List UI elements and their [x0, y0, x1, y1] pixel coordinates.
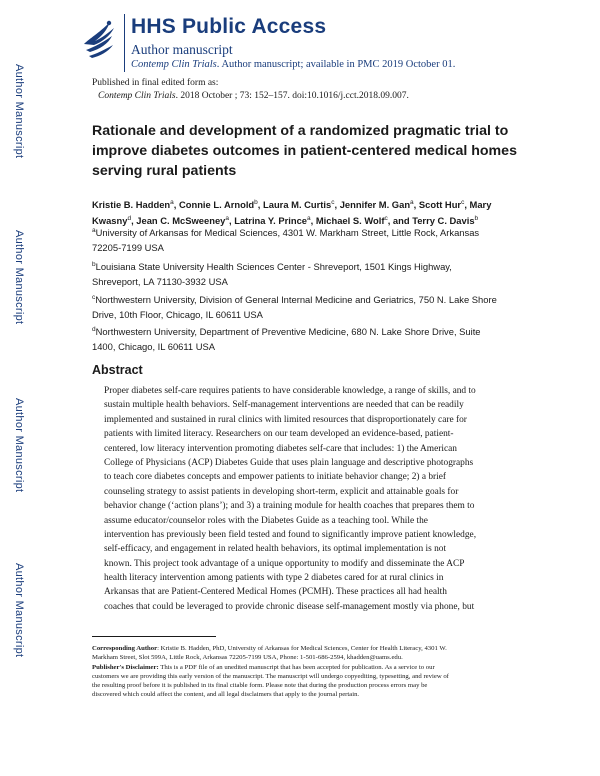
footnote-line: customers we are providing this early version of the manuscript. The manuscript will undergo copyediting, typesetting, and review of [92, 672, 449, 680]
author-separator: , [173, 199, 179, 211]
author-affiliation-mark: b [474, 215, 479, 223]
publication-line: Published in final edited form as: [92, 78, 219, 88]
publication-info [92, 77, 409, 103]
author-affiliation-mark: a [307, 215, 311, 223]
publication-citation-text: . 2018 October ; 73: 152–157. doi:10.1016/j.cct.2018.09.007. [175, 91, 409, 101]
hhs-eagle-logo [80, 14, 120, 64]
affiliation-mark: c [92, 294, 96, 301]
author-line [92, 196, 532, 212]
author-affiliation-mark: c [331, 199, 335, 206]
footnote-line: the resulting proof before it is published in its final citable form. Please note that during the production process errors may be [92, 682, 428, 690]
footnote-text: This is a PDF file of an unedited manuscript that has been accepted for publication. As a service to our [158, 663, 435, 671]
author-affiliation-mark: d [127, 215, 132, 223]
footnotes [92, 644, 528, 700]
author-name: Michael S. Wolf [315, 215, 385, 227]
footnote-line [92, 644, 528, 653]
author-name: Kwasny [92, 215, 128, 227]
affiliation-line: 1400, Chicago, IL 60611 USA [92, 340, 215, 352]
affiliation [92, 323, 532, 354]
footnote-line [92, 663, 528, 672]
abstract-line: College of Physicians (ACP) Diabetes Guide that uses plain language and descriptive photographs [104, 457, 474, 468]
author-name: Scott Hur [418, 199, 462, 211]
footnote-divider [92, 636, 216, 637]
author-separator: , [413, 199, 419, 211]
author-name: Connie L. Arnold [178, 199, 255, 211]
author-affiliation-mark: a [410, 199, 414, 206]
article-title: Rationale and development of a randomized pragmatic trial to improve diabetes outcomes in patient-centered medical homes serving rural patients [92, 123, 517, 179]
author-separator: , Mary [464, 199, 492, 211]
author-affiliation-mark: c [461, 199, 465, 206]
author-affiliation-mark: b [254, 199, 258, 206]
abstract-line: Proper diabetes self-care requires patients to have considerable knowledge, a range of skills, and to [104, 386, 476, 396]
abstract-body [104, 384, 529, 614]
side-label-author-manuscript: Author Manuscript [13, 64, 25, 159]
affiliation-line: Northwestern University, Department of Preventive Medicine, 680 N. Lake Shore Drive, Suite [95, 326, 481, 338]
affiliation-line: Shreveport, LA 71130-3932 USA [92, 275, 228, 287]
header-divider [124, 14, 125, 72]
author-name: Jean C. McSweeney [136, 215, 226, 227]
author-name: Laura M. Curtis [263, 199, 332, 211]
publication-citation [92, 90, 409, 103]
affiliation-line: 72205-7199 USA [92, 241, 164, 253]
author-separator: , [131, 215, 137, 227]
abstract-line: behavior change (‘action plans’); and 3) a training module for health coaches that prepares them to [104, 501, 475, 512]
header-availability-text: . Author manuscript; available in PMC 2019 October 01. [216, 59, 456, 70]
abstract-line: intervention has previously been field tested and found to significantly improve patient knowledge, [104, 529, 477, 540]
affiliation [92, 258, 532, 289]
author-affiliation-mark: a [170, 199, 174, 206]
abstract-line: coaches that could be leveraged to provide chronic disease self-management mostly via phone, but [104, 601, 475, 612]
author-separator: , [310, 215, 316, 227]
abstract-line: sustain multiple health behaviors. Self-management interventions are needed that can be readily [104, 400, 464, 411]
side-label-author-manuscript: Author Manuscript [13, 398, 25, 493]
affiliation [92, 291, 532, 322]
affiliation-line: Louisiana State University Health Sciences Center - Shreveport, 1501 Kings Highway, [95, 261, 452, 273]
affiliation-mark: a [92, 227, 96, 234]
affiliation-line: University of Arkansas for Medical Sciences, 4301 W. Markham Street, Little Rock, Arkansas [95, 227, 480, 239]
corresponding-author-label: Corresponding Author [92, 645, 158, 652]
author-separator: , [334, 199, 340, 211]
publication-journal: Contemp Clin Trials [98, 91, 176, 101]
header-title: HHS Public Access [131, 15, 327, 38]
author-name: Terry C. Davis [412, 215, 475, 227]
affiliation-mark: d [92, 326, 96, 333]
author-affiliation-mark: c [384, 215, 388, 223]
abstract-line: to teach core diabetes concepts and empower patients to initiate behavior change; 2) a brief [104, 472, 447, 483]
footnote-line: Markham Street, Slot 599A, Little Rock, Arkansas 72205-7199 USA, Phone: 1-501-686-2594, khadden@uams.edu. [92, 654, 403, 662]
abstract-line: Arkansas that are Patient-Centered Medical Homes (PCMH). These practices all had health [104, 587, 447, 598]
author-name: Kristie B. Hadden [92, 199, 171, 211]
abstract-line: known. This project took advantage of a unique opportunity to modify and disseminate the ACP [104, 558, 465, 569]
header-journal: Contemp Clin Trials [131, 59, 217, 70]
abstract-line: health literacy intervention among patients with type 2 diabetes cared for at rural clinics in [104, 573, 444, 584]
abstract-line: counseling strategy to assist patients in developing short-term, explicit and attainable goals for [104, 486, 459, 497]
author-separator: , [229, 215, 235, 227]
abstract-line: implemented and sustained in rural clinics with limited resources that disproportionately care for [104, 414, 467, 425]
author-separator: , and [387, 215, 413, 227]
header-subtitle: Author manuscript [131, 42, 233, 57]
author-name: Latrina Y. Prince [234, 215, 308, 227]
abstract-line: self-efficacy, and engagement in related health behaviors, its optimal implementation is not [104, 544, 447, 555]
affiliation [92, 224, 532, 255]
author-affiliation-mark: a [225, 215, 230, 223]
affiliation-line: Northwestern University, Division of General Internal Medicine and Geriatrics, 750 N. Lake Shore [95, 294, 497, 306]
side-label-author-manuscript: Author Manuscript [13, 230, 25, 325]
side-label-author-manuscript: Author Manuscript [13, 563, 25, 658]
abstract-line: assume educator/counselor roles with the Diabetes Guide as a teaching tool. While the [104, 515, 428, 526]
footnote-text: : Kristie B. Hadden, PhD, University of Arkansas for Medical Sciences, Center for Health Literacy, 4301 W. [157, 645, 447, 652]
author-separator: , [257, 199, 263, 211]
affiliation-mark: b [92, 261, 96, 268]
footnote-line: discovered which could affect the content, and all legal disclaimers that apply to the journal pertain. [92, 691, 360, 699]
author-name: Jennifer M. Gan [339, 199, 411, 211]
header-availability [131, 59, 455, 70]
abstract-heading: Abstract [92, 363, 143, 377]
abstract-line: patients with limited literacy. Researchers on our team developed an evidence-based, patient- [104, 429, 454, 440]
affiliation-line: Drive, 10th Floor, Chicago, IL 60611 USA [92, 308, 263, 320]
disclaimer-label: Publisher's Disclaimer: [92, 663, 159, 671]
abstract-line: centered, low literacy intervention promoting diabetes self-care that includes: 1) the American [104, 443, 457, 454]
